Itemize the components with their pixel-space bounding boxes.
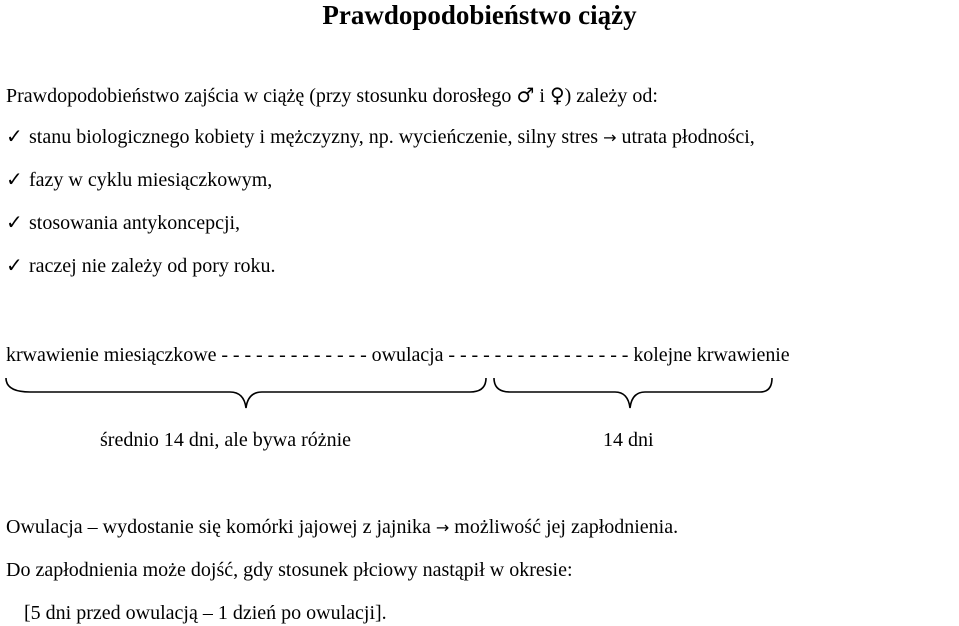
cycle-label-first-phase: średnio 14 dni, ale bywa różnie: [100, 429, 352, 451]
intro-text-end: ) zależy od:: [564, 85, 658, 107]
check-icon: ✓: [6, 126, 23, 148]
factor-text: stanu biologicznego kobiety i mężczyzny, np. wycieńczenie, silny stres: [29, 126, 599, 148]
male-symbol-icon: ♂: [516, 83, 535, 107]
check-icon: ✓: [6, 255, 23, 277]
intro-conjunction: i: [534, 85, 550, 107]
intro-text: Prawdopodobieństwo zajścia w ciążę (przy stosunku dorosłego: [6, 85, 512, 107]
check-icon: ✓: [6, 169, 23, 191]
arrow-right-icon: →: [435, 518, 450, 537]
cycle-label-second-phase: 14 dni: [603, 429, 654, 451]
arrow-right-icon: →: [603, 128, 617, 147]
brace-left: [6, 378, 486, 408]
factor-text-end: utrata płodności,: [621, 126, 755, 148]
page-title: Prawdopodobieństwo ciąży: [322, 0, 637, 30]
cycle-timeline: krwawienie miesiączkowe - - - - - - - - - - - - - owulacja - - - - - - - - - - - - - - - - kolejne krwawienie: [6, 344, 790, 366]
female-symbol-icon: ♀: [549, 83, 565, 107]
ovulation-text-end: możliwość jej zapłodnienia.: [454, 516, 679, 538]
factor-text: stosowania antykoncepcji,: [29, 212, 241, 234]
ovulation-text: Owulacja – wydostanie się komórki jajowej z jajnika: [6, 516, 431, 538]
fertile-window-range: [5 dni przed owulacją – 1 dzień po owulacji].: [24, 602, 387, 624]
fertile-window-intro: Do zapłodnienia może dojść, gdy stosunek płciowy nastąpił w okresie:: [6, 559, 573, 581]
factor-text: raczej nie zależy od pory roku.: [29, 255, 276, 277]
ovulation-definition: [6, 515, 678, 540]
check-icon: ✓: [6, 212, 23, 234]
brace-right: [494, 378, 772, 408]
factor-text: fazy w cyklu miesiączkowym,: [29, 169, 273, 191]
